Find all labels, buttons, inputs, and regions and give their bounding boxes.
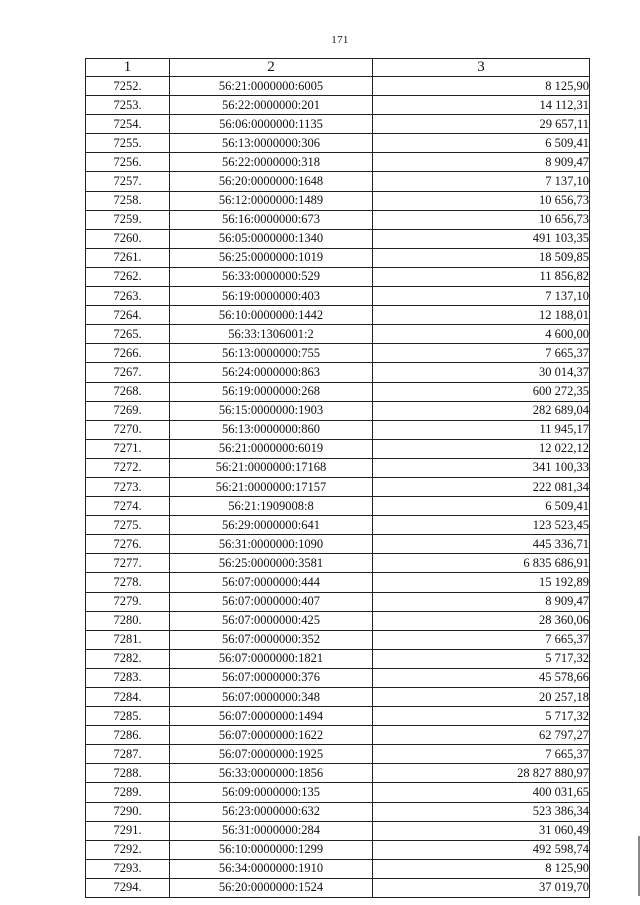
- table-row: [86, 96, 590, 115]
- amount-value: 8 909,47: [373, 592, 590, 611]
- amount-value: 523 386,34: [373, 802, 590, 821]
- table-row: [86, 248, 590, 267]
- row-number: 7255.: [86, 134, 170, 153]
- row-number: 7275.: [86, 516, 170, 535]
- cadastral-number: 56:07:0000000:348: [170, 688, 373, 707]
- amount-value: 28 827 880,97: [373, 764, 590, 783]
- amount-value: 400 031,65: [373, 783, 590, 802]
- table-row: [86, 306, 590, 325]
- table-row: [86, 344, 590, 363]
- cadastral-number: 56:05:0000000:1340: [170, 229, 373, 248]
- row-number: 7262.: [86, 267, 170, 286]
- table-row: [86, 535, 590, 554]
- column-header-2: 2: [170, 59, 373, 77]
- amount-value: 8 125,90: [373, 77, 590, 96]
- cadastral-number: 56:13:0000000:306: [170, 134, 373, 153]
- table-row: [86, 439, 590, 458]
- table-row: [86, 821, 590, 840]
- amount-value: 282 689,04: [373, 401, 590, 420]
- table-row: [86, 516, 590, 535]
- cadastral-number: 56:21:1909008:8: [170, 497, 373, 516]
- cadastral-number: 56:07:0000000:1925: [170, 745, 373, 764]
- table-row: [86, 153, 590, 172]
- cadastral-number: 56:33:1306001:2: [170, 325, 373, 344]
- amount-value: 12 188,01: [373, 306, 590, 325]
- row-number: 7287.: [86, 745, 170, 764]
- row-number: 7289.: [86, 783, 170, 802]
- cadastral-number: 56:31:0000000:1090: [170, 535, 373, 554]
- table-row: [86, 688, 590, 707]
- cadastral-number: 56:07:0000000:376: [170, 668, 373, 687]
- cadastral-number: 56:23:0000000:632: [170, 802, 373, 821]
- cadastral-number: 56:07:0000000:1821: [170, 649, 373, 668]
- table-row: [86, 668, 590, 687]
- table-row: [86, 573, 590, 592]
- row-number: 7269.: [86, 401, 170, 420]
- data-table: [85, 58, 590, 898]
- amount-value: 10 656,73: [373, 210, 590, 229]
- cadastral-number: 56:07:0000000:1494: [170, 707, 373, 726]
- cadastral-number: 56:20:0000000:1648: [170, 172, 373, 191]
- cadastral-number: 56:21:0000000:17157: [170, 477, 373, 496]
- table-row: [86, 783, 590, 802]
- row-number: 7285.: [86, 707, 170, 726]
- cadastral-number: 56:16:0000000:673: [170, 210, 373, 229]
- amount-value: 7 137,10: [373, 172, 590, 191]
- row-number: 7290.: [86, 802, 170, 821]
- table-row: [86, 401, 590, 420]
- table-row: [86, 649, 590, 668]
- cadastral-number: 56:33:0000000:1856: [170, 764, 373, 783]
- cadastral-number: 56:12:0000000:1489: [170, 191, 373, 210]
- row-number: 7258.: [86, 191, 170, 210]
- table-row: [86, 726, 590, 745]
- table-row: [86, 287, 590, 306]
- amount-value: 600 272,35: [373, 382, 590, 401]
- row-number: 7270.: [86, 420, 170, 439]
- cadastral-number: 56:21:0000000:6005: [170, 77, 373, 96]
- row-number: 7284.: [86, 688, 170, 707]
- amount-value: 15 192,89: [373, 573, 590, 592]
- row-number: 7261.: [86, 248, 170, 267]
- table-row: [86, 77, 590, 96]
- amount-value: 7 665,37: [373, 745, 590, 764]
- amount-value: 8 909,47: [373, 153, 590, 172]
- cadastral-number: 56:25:0000000:1019: [170, 248, 373, 267]
- table-row: [86, 363, 590, 382]
- table-body: [86, 77, 590, 898]
- table-row: [86, 764, 590, 783]
- cadastral-number: 56:07:0000000:352: [170, 630, 373, 649]
- row-number: 7277.: [86, 554, 170, 573]
- amount-value: 7 665,37: [373, 344, 590, 363]
- table-row: [86, 115, 590, 134]
- cadastral-number: 56:25:0000000:3581: [170, 554, 373, 573]
- row-number: 7281.: [86, 630, 170, 649]
- cadastral-number: 56:07:0000000:407: [170, 592, 373, 611]
- cadastral-number: 56:07:0000000:1622: [170, 726, 373, 745]
- row-number: 7276.: [86, 535, 170, 554]
- cadastral-number: 56:31:0000000:284: [170, 821, 373, 840]
- amount-value: 6 509,41: [373, 497, 590, 516]
- cadastral-number: 56:29:0000000:641: [170, 516, 373, 535]
- table-row: [86, 210, 590, 229]
- table-row: [86, 840, 590, 859]
- row-number: 7271.: [86, 439, 170, 458]
- row-number: 7268.: [86, 382, 170, 401]
- table-row: [86, 611, 590, 630]
- table-row: [86, 191, 590, 210]
- row-number: 7288.: [86, 764, 170, 783]
- row-number: 7272.: [86, 458, 170, 477]
- cadastral-number: 56:07:0000000:425: [170, 611, 373, 630]
- amount-value: 45 578,66: [373, 668, 590, 687]
- table-row: [86, 134, 590, 153]
- amount-value: 20 257,18: [373, 688, 590, 707]
- amount-value: 7 665,37: [373, 630, 590, 649]
- row-number: 7282.: [86, 649, 170, 668]
- row-number: 7267.: [86, 363, 170, 382]
- row-number: 7294.: [86, 878, 170, 897]
- cadastral-number: 56:20:0000000:1524: [170, 878, 373, 897]
- cadastral-number: 56:21:0000000:17168: [170, 458, 373, 477]
- row-number: 7265.: [86, 325, 170, 344]
- table-row: [86, 325, 590, 344]
- row-number: 7293.: [86, 859, 170, 878]
- cadastral-number: 56:19:0000000:268: [170, 382, 373, 401]
- amount-value: 123 523,45: [373, 516, 590, 535]
- row-number: 7291.: [86, 821, 170, 840]
- cadastral-number: 56:10:0000000:1442: [170, 306, 373, 325]
- table-row: [86, 229, 590, 248]
- cadastral-number: 56:13:0000000:860: [170, 420, 373, 439]
- table-row: [86, 802, 590, 821]
- amount-value: 445 336,71: [373, 535, 590, 554]
- table-row: [86, 497, 590, 516]
- amount-value: 62 797,27: [373, 726, 590, 745]
- cadastral-number: 56:07:0000000:444: [170, 573, 373, 592]
- row-number: 7273.: [86, 477, 170, 496]
- row-number: 7266.: [86, 344, 170, 363]
- cadastral-number: 56:22:0000000:201: [170, 96, 373, 115]
- row-number: 7278.: [86, 573, 170, 592]
- row-number: 7260.: [86, 229, 170, 248]
- amount-value: 5 717,32: [373, 649, 590, 668]
- table-row: [86, 477, 590, 496]
- cadastral-number: 56:24:0000000:863: [170, 363, 373, 382]
- table-row: [86, 172, 590, 191]
- amount-value: 6 509,41: [373, 134, 590, 153]
- amount-value: 28 360,06: [373, 611, 590, 630]
- row-number: 7292.: [86, 840, 170, 859]
- table-row: [86, 592, 590, 611]
- row-number: 7263.: [86, 287, 170, 306]
- cadastral-number: 56:22:0000000:318: [170, 153, 373, 172]
- row-number: 7283.: [86, 668, 170, 687]
- cadastral-number: 56:34:0000000:1910: [170, 859, 373, 878]
- row-number: 7254.: [86, 115, 170, 134]
- cadastral-number: 56:33:0000000:529: [170, 267, 373, 286]
- row-number: 7252.: [86, 77, 170, 96]
- table-row: [86, 554, 590, 573]
- column-header-3: 3: [373, 59, 590, 77]
- row-number: 7264.: [86, 306, 170, 325]
- amount-value: 4 600,00: [373, 325, 590, 344]
- amount-value: 8 125,90: [373, 859, 590, 878]
- amount-value: 30 014,37: [373, 363, 590, 382]
- amount-value: 5 717,32: [373, 707, 590, 726]
- row-number: 7280.: [86, 611, 170, 630]
- table-row: [86, 458, 590, 477]
- cadastral-number: 56:06:0000000:1135: [170, 115, 373, 134]
- table-row: [86, 267, 590, 286]
- amount-value: 6 835 686,91: [373, 554, 590, 573]
- page-number: 171: [331, 34, 349, 46]
- amount-value: 14 112,31: [373, 96, 590, 115]
- table-row: [86, 878, 590, 897]
- table-header-row: [86, 59, 590, 77]
- cadastral-number: 56:09:0000000:135: [170, 783, 373, 802]
- cadastral-number: 56:21:0000000:6019: [170, 439, 373, 458]
- row-number: 7274.: [86, 497, 170, 516]
- row-number: 7286.: [86, 726, 170, 745]
- amount-value: 10 656,73: [373, 191, 590, 210]
- table-row: [86, 382, 590, 401]
- amount-value: 18 509,85: [373, 248, 590, 267]
- cadastral-number: 56:15:0000000:1903: [170, 401, 373, 420]
- cadastral-number: 56:10:0000000:1299: [170, 840, 373, 859]
- table-row: [86, 707, 590, 726]
- row-number: 7257.: [86, 172, 170, 191]
- amount-value: 222 081,34: [373, 477, 590, 496]
- row-number: 7279.: [86, 592, 170, 611]
- table-row: [86, 630, 590, 649]
- table-row: [86, 745, 590, 764]
- amount-value: 31 060,49: [373, 821, 590, 840]
- amount-value: 12 022,12: [373, 439, 590, 458]
- amount-value: 7 137,10: [373, 287, 590, 306]
- cadastral-number: 56:13:0000000:755: [170, 344, 373, 363]
- amount-value: 37 019,70: [373, 878, 590, 897]
- table-row: [86, 420, 590, 439]
- amount-value: 29 657,11: [373, 115, 590, 134]
- amount-value: 341 100,33: [373, 458, 590, 477]
- amount-value: 11 856,82: [373, 267, 590, 286]
- table-row: [86, 859, 590, 878]
- row-number: 7259.: [86, 210, 170, 229]
- row-number: 7256.: [86, 153, 170, 172]
- amount-value: 491 103,35: [373, 229, 590, 248]
- column-header-1: 1: [86, 59, 170, 77]
- row-number: 7253.: [86, 96, 170, 115]
- amount-value: 11 945,17: [373, 420, 590, 439]
- cadastral-number: 56:19:0000000:403: [170, 287, 373, 306]
- amount-value: 492 598,74: [373, 840, 590, 859]
